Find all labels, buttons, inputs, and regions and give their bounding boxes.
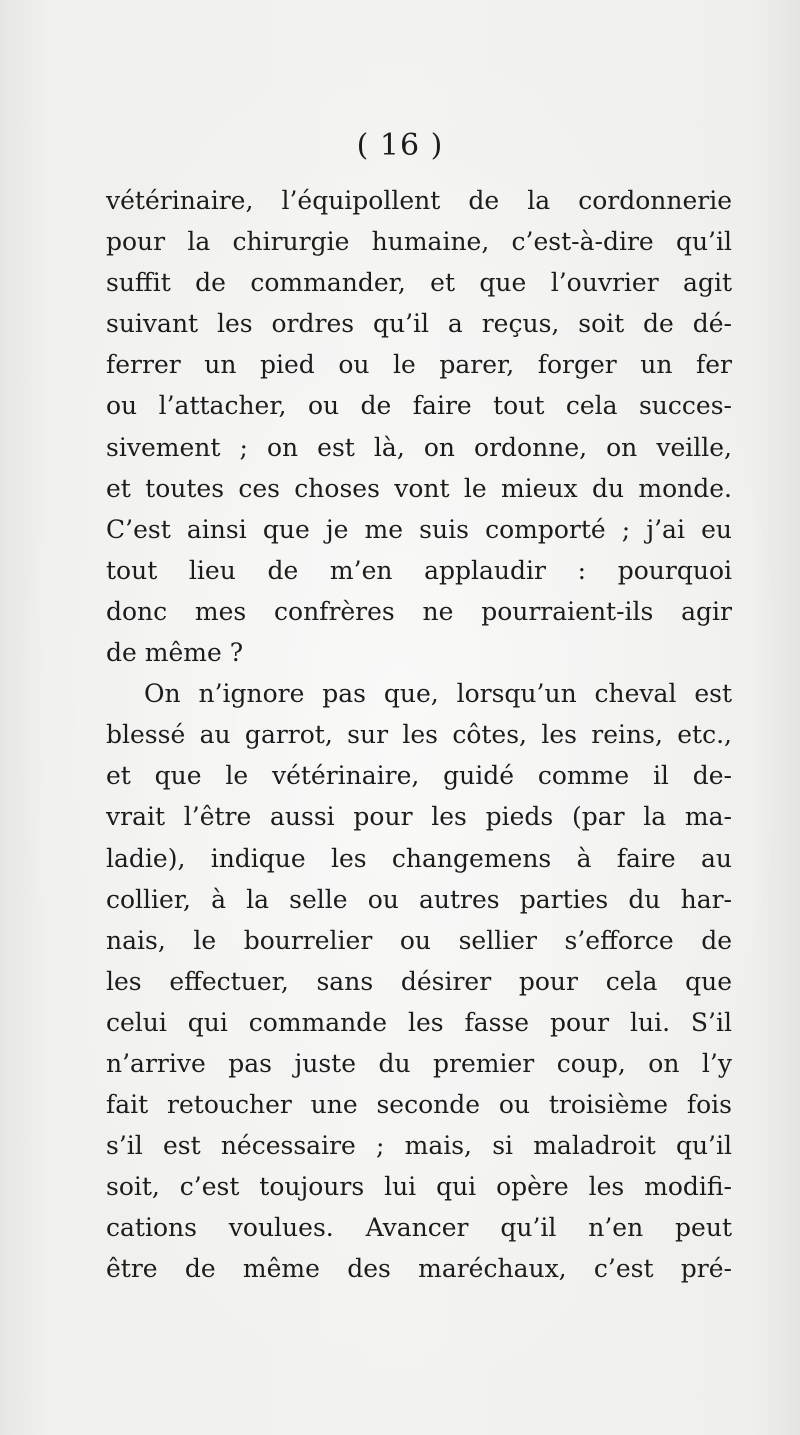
text-line: C’est ainsi que je me suis comporté ; j’ai eu <box>106 514 732 544</box>
text-line: ferrer un pied ou le parer, forger un fer <box>106 350 732 380</box>
text-line: vrait l’être aussi pour les pieds (par la ma- <box>106 802 732 832</box>
body-text <box>106 180 732 1290</box>
text-line: et que le vétérinaire, guidé comme il de- <box>106 761 732 791</box>
text-line: pour la chirurgie humaine, c’est-à-dire qu’il <box>106 227 732 257</box>
text-line: vétérinaire, l’équipollent de la cordonnerie <box>106 186 732 215</box>
page-number: ( 16 ) <box>356 128 444 163</box>
text-line: suivant les ordres qu’il a reçus, soit de dé- <box>106 309 732 339</box>
text-line: les effectuer, sans désirer pour cela que <box>106 966 732 996</box>
text-line: sivement ; on est là, on ordonne, on veille, <box>106 432 732 462</box>
text-line: collier, à la selle ou autres parties du har- <box>106 884 732 914</box>
text-line: soit, c’est toujours lui qui opère les modifi- <box>106 1172 732 1202</box>
text-line: ou l’attacher, ou de faire tout cela succes- <box>106 391 732 421</box>
paragraph-start-line: On n’ignore pas que, lorsqu’un cheval est <box>144 679 732 709</box>
text-line: suffit de commander, et que l’ouvrier agit <box>106 268 732 298</box>
text-line: être de même des maréchaux, c’est pré- <box>106 1254 732 1284</box>
text-line: tout lieu de m’en applaudir : pourquoi <box>106 555 732 585</box>
text-line: ladie), indique les changemens à faire au <box>106 843 732 873</box>
text-line: s’il est nécessaire ; mais, si maladroit qu’il <box>106 1131 732 1161</box>
text-line: donc mes confrères ne pourraient-ils agir <box>106 596 732 626</box>
text-line: nais, le bourrelier ou sellier s’efforce de <box>106 925 732 955</box>
text-line: et toutes ces choses vont le mieux du monde. <box>106 473 732 503</box>
text-line: celui qui commande les fasse pour lui. S’il <box>106 1007 732 1037</box>
text-line: cations voulues. Avancer qu’il n’en peut <box>106 1213 732 1243</box>
text-line: n’arrive pas juste du premier coup, on l’y <box>106 1048 732 1078</box>
text-line: blessé au garrot, sur les côtes, les reins, etc., <box>106 720 732 750</box>
paragraph-end-line: de même ? <box>106 638 244 668</box>
text-line: fait retoucher une seconde ou troisième fois <box>106 1090 732 1120</box>
